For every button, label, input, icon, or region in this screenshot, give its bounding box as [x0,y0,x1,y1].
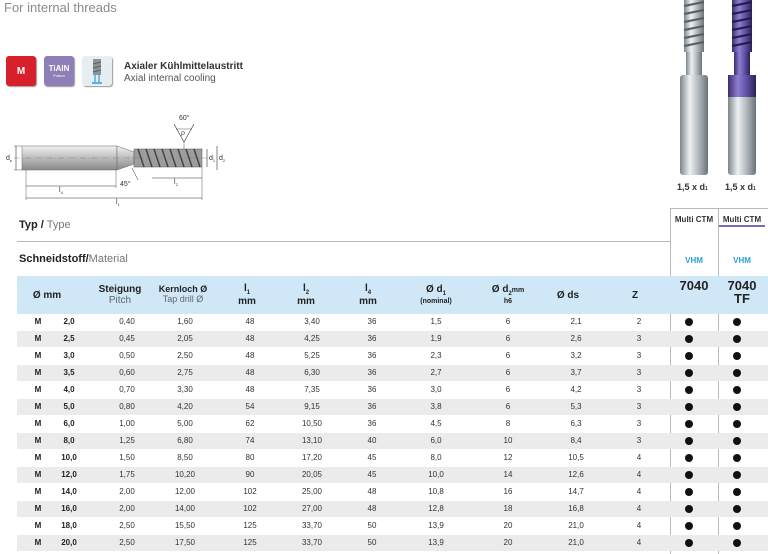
cell-d1: 2,7 [430,368,442,377]
cell-d1: 6,0 [430,436,442,445]
cell-m: M [34,385,42,394]
cell-m: M [34,470,42,479]
cell-m: M [34,334,42,343]
availability-dot-1 [685,471,693,479]
availability-dot-1 [685,539,693,547]
cell-z: 4 [636,504,642,513]
material-badge: M [6,56,36,86]
cell-m: M [34,419,42,428]
cell-d2: 12 [503,453,513,462]
table-row [17,348,768,364]
cell-ds: 5,3 [570,402,582,411]
coating-badge [44,56,74,86]
angle-60: 60° [179,115,190,122]
cell-drill: 6,80 [177,436,193,445]
cell-d2: 6 [505,317,511,326]
cell-ds: 4,2 [570,385,582,394]
table-row [17,433,768,449]
availability-dot-1 [685,437,693,445]
availability-dot-1 [685,318,693,326]
cell-d1: 3,8 [430,402,442,411]
cell-dia: 8,0 [63,436,75,445]
availability-dot-1 [685,505,693,513]
cell-d1: 1,9 [430,334,442,343]
availability-dot-2 [733,471,741,479]
col-l2: $l_2$ mm [297,282,315,308]
product-code-2: 7040 TF [727,278,757,306]
dim-d1: d [209,155,213,162]
cell-m: M [34,436,42,445]
angle-45: 45° [120,181,131,188]
svg-text:l1: $l_1$ [116,199,120,207]
cell-l2: 7,35 [304,385,320,394]
property-badges [6,56,112,86]
cell-d2: 10 [503,436,513,445]
availability-dot-2 [733,335,741,343]
cell-d2: 18 [503,504,513,513]
availability-dot-2 [733,539,741,547]
cell-d1: 10,0 [428,470,444,479]
table-row [17,331,768,347]
cell-l4: 50 [367,521,377,530]
cell-pitch: 0,70 [119,385,135,394]
svg-text:l4: $l_4$ [59,187,63,195]
cell-z: 4 [636,453,642,462]
product-material-1: VHM [685,256,703,265]
cell-pitch: 1,75 [119,470,135,479]
cell-l4: 45 [367,470,377,479]
cell-pitch: 1,00 [119,419,135,428]
cell-l4: 36 [367,351,377,360]
page-title: For internal threads [4,0,117,15]
cell-dia: 3,0 [63,351,75,360]
col-ds: Ø ds [556,289,580,301]
cell-d1: 10,8 [428,487,444,496]
cell-pitch: 2,00 [119,504,135,513]
cell-dia: 2,0 [63,317,75,326]
cell-drill: 5,00 [177,419,193,428]
cell-z: 3 [636,419,642,428]
cell-drill: 2,50 [177,351,193,360]
col-z: Z [631,289,639,301]
col-d2: Ø $d_2mm$ h6 [491,284,525,305]
cell-dia: 20,0 [61,538,77,547]
cell-drill: 3,30 [177,385,193,394]
cell-d1: 1,5 [430,317,442,326]
cell-ds: 3,2 [570,351,582,360]
availability-dot-1 [685,420,693,428]
cell-dia: 16,0 [61,504,77,513]
cell-m: M [34,317,42,326]
cell-l4: 36 [367,368,377,377]
availability-dot-2 [733,318,741,326]
cell-z: 4 [636,521,642,530]
cell-z: 2 [636,317,642,326]
table-row [17,518,768,534]
cell-l4: 36 [367,334,377,343]
svg-text:l2: $l_2$ [174,179,178,187]
pitch-label: P [181,132,186,138]
cell-dia: 4,0 [63,385,75,394]
cell-l4: 40 [367,436,377,445]
cell-l2: 27,00 [301,504,323,513]
cell-d1: 8,0 [430,453,442,462]
cell-l2: 9,15 [304,402,320,411]
cell-ds: 2,1 [570,317,582,326]
material-label: Schneidstoff/Material [19,253,128,265]
cell-l4: 36 [367,385,377,394]
cell-l2: 5,25 [304,351,320,360]
cell-z: 3 [636,368,642,377]
cell-l1: 74 [245,436,255,445]
cell-pitch: 0,60 [119,368,135,377]
availability-dot-1 [685,488,693,496]
divider-type [17,241,671,242]
cell-l2: 6,30 [304,368,320,377]
type-label: Typ / Type [19,219,71,231]
cell-d2: 8 [505,419,511,428]
cell-l1: 48 [245,317,255,326]
cell-l1: 102 [243,504,257,513]
availability-dot-2 [733,420,741,428]
cell-drill: 2,75 [177,368,193,377]
table-row [17,399,768,415]
cell-drill: 2,05 [177,334,193,343]
cell-z: 3 [636,334,642,343]
coating-sub-label: Futura [53,72,65,78]
cell-l1: 54 [245,402,255,411]
svg-text:d2: $d_2$ [219,155,226,163]
table-row [17,501,768,517]
dim-l4: l [59,187,61,194]
cell-l4: 36 [367,419,377,428]
cell-drill: 15,50 [174,521,196,530]
cell-ds: 21,0 [568,521,584,530]
cell-l2: 33,70 [301,538,323,547]
cell-l2: 25,00 [301,487,323,496]
cell-l1: 48 [245,368,255,377]
cell-l4: 48 [367,487,377,496]
cell-d1: 4,5 [430,419,442,428]
cell-z: 4 [636,538,642,547]
cell-d2: 20 [503,538,513,547]
cell-d1: 3,0 [430,385,442,394]
cell-d2: 6 [505,368,511,377]
product-family-2: Multi CTM [719,215,765,227]
cell-m: M [34,504,42,513]
cell-l2: 3,40 [304,317,320,326]
cell-l4: 50 [367,538,377,547]
cell-z: 4 [636,487,642,496]
cell-l4: 45 [367,453,377,462]
cooling-description [124,61,243,84]
table-row [17,365,768,381]
cell-l2: 33,70 [301,521,323,530]
cell-l1: 90 [245,470,255,479]
col-tap-drill: Kernloch Ø Tap drill Ø [158,284,208,304]
cell-l2: 13,10 [301,436,323,445]
cell-pitch: 0,80 [119,402,135,411]
col-pitch: Steigung Pitch [98,284,142,306]
cell-dia: 10,0 [61,453,77,462]
availability-dot-2 [733,488,741,496]
cell-l4: 36 [367,402,377,411]
cell-l2: 17,20 [301,453,323,462]
cell-d2: 6 [505,351,511,360]
cell-ds: 14,7 [568,487,584,496]
product-material-2: VHM [733,256,751,265]
cell-d1: 12,8 [428,504,444,513]
cell-drill: 4,20 [177,402,193,411]
cell-ds: 8,4 [570,436,582,445]
availability-dot-2 [733,505,741,513]
cell-m: M [34,351,42,360]
cell-drill: 14,00 [174,504,196,513]
cell-dia: 18,0 [61,521,77,530]
cell-z: 3 [636,402,642,411]
cell-m: M [34,521,42,530]
cell-dia: 14,0 [61,487,77,496]
cooling-icon [82,56,112,86]
dim-ds: d [6,155,10,162]
cell-ds: 16,8 [568,504,584,513]
cell-ds: 10,5 [568,453,584,462]
tool-image-7040tf [720,0,766,183]
cell-l2: 4,25 [304,334,320,343]
cell-l1: 102 [243,487,257,496]
availability-dot-1 [685,386,693,394]
cell-z: 3 [636,351,642,360]
tool-caption-1: 1,5 x d1 [677,182,708,192]
table-row [17,314,768,330]
cell-m: M [34,487,42,496]
cell-d2: 6 [505,334,511,343]
col-diameter: Ø mm [32,289,62,301]
cell-pitch: 0,50 [119,351,135,360]
availability-dot-1 [685,454,693,462]
dim-l1: l [116,199,118,206]
cell-ds: 12,6 [568,470,584,479]
cell-dia: 12,0 [61,470,77,479]
cell-d1: 13,9 [428,538,444,547]
table-row [17,467,768,483]
availability-dot-2 [733,369,741,377]
availability-dot-2 [733,522,741,530]
tool-drawing [4,108,244,213]
cell-dia: 3,5 [63,368,75,377]
cooling-text-de: Axialer Kühlmittelaustritt [124,61,243,72]
cell-l4: 48 [367,504,377,513]
cell-d1: 2,3 [430,351,442,360]
availability-dot-1 [685,522,693,530]
cell-d2: 6 [505,402,511,411]
table-row [17,535,768,551]
cell-d1: 13,9 [428,521,444,530]
cell-d2: 14 [503,470,513,479]
availability-dot-2 [733,403,741,411]
cell-l1: 62 [245,419,255,428]
product-family-1: Multi CTM [674,215,714,224]
col-l1: $l_1$ mm [238,282,256,308]
availability-dot-1 [685,335,693,343]
tool-image-7040 [672,0,718,183]
availability-dot-2 [733,437,741,445]
cell-ds: 6,3 [570,419,582,428]
table-row [17,416,768,432]
cell-m: M [34,368,42,377]
table-row [17,450,768,466]
svg-text:d1: $d_1$ [209,155,216,163]
cell-m: M [34,402,42,411]
cell-z: 4 [636,470,642,479]
cell-d2: 6 [505,385,511,394]
availability-dot-1 [685,352,693,360]
cell-drill: 12,00 [174,487,196,496]
table-row [17,382,768,398]
cell-l1: 48 [245,385,255,394]
cell-d2: 20 [503,521,513,530]
availability-dot-2 [733,454,741,462]
cell-pitch: 0,45 [119,334,135,343]
cell-pitch: 1,50 [119,453,135,462]
cell-l2: 20,05 [301,470,323,479]
cell-l4: 36 [367,317,377,326]
cell-l1: 48 [245,351,255,360]
cell-dia: 6,0 [63,419,75,428]
cell-d2: 16 [503,487,513,496]
divider-product-top [670,208,768,209]
cell-pitch: 1,25 [119,436,135,445]
table-row [17,484,768,500]
col-d1: Ø $d_1$ (nominal) [420,284,452,305]
cell-l1: 80 [245,453,255,462]
availability-dot-1 [685,369,693,377]
dim-l2: l [174,179,176,186]
coating-label: TiAlN [48,63,70,73]
product-code-1: 7040 [679,278,709,293]
cell-z: 3 [636,385,642,394]
cell-dia: 2,5 [63,334,75,343]
cell-m: M [34,453,42,462]
cell-pitch: 2,00 [119,487,135,496]
cell-pitch: 2,50 [119,538,135,547]
cell-drill: 10,20 [174,470,196,479]
col-l4: $l_4$ mm [359,282,377,308]
cell-drill: 1,60 [177,317,193,326]
cell-ds: 21,0 [568,538,584,547]
cell-pitch: 0,40 [119,317,135,326]
cooling-text-en: Axial internal cooling [124,73,216,84]
tool-caption-2: 1,5 x d1 [725,182,756,192]
cell-l2: 10,50 [301,419,323,428]
cell-l1: 125 [243,521,257,530]
cell-l1: 125 [243,538,257,547]
cell-m: M [34,538,42,547]
cell-pitch: 2,50 [119,521,135,530]
availability-dot-2 [733,386,741,394]
availability-dot-2 [733,352,741,360]
cell-ds: 2,6 [570,334,582,343]
cell-dia: 5,0 [63,402,75,411]
availability-dot-1 [685,403,693,411]
cell-drill: 8,50 [177,453,193,462]
cell-drill: 17,50 [174,538,196,547]
cell-ds: 3,7 [570,368,582,377]
svg-text:ds: $d_s$ [6,155,12,163]
cell-l1: 48 [245,334,255,343]
cell-z: 3 [636,436,642,445]
dim-d2: d [219,155,223,162]
